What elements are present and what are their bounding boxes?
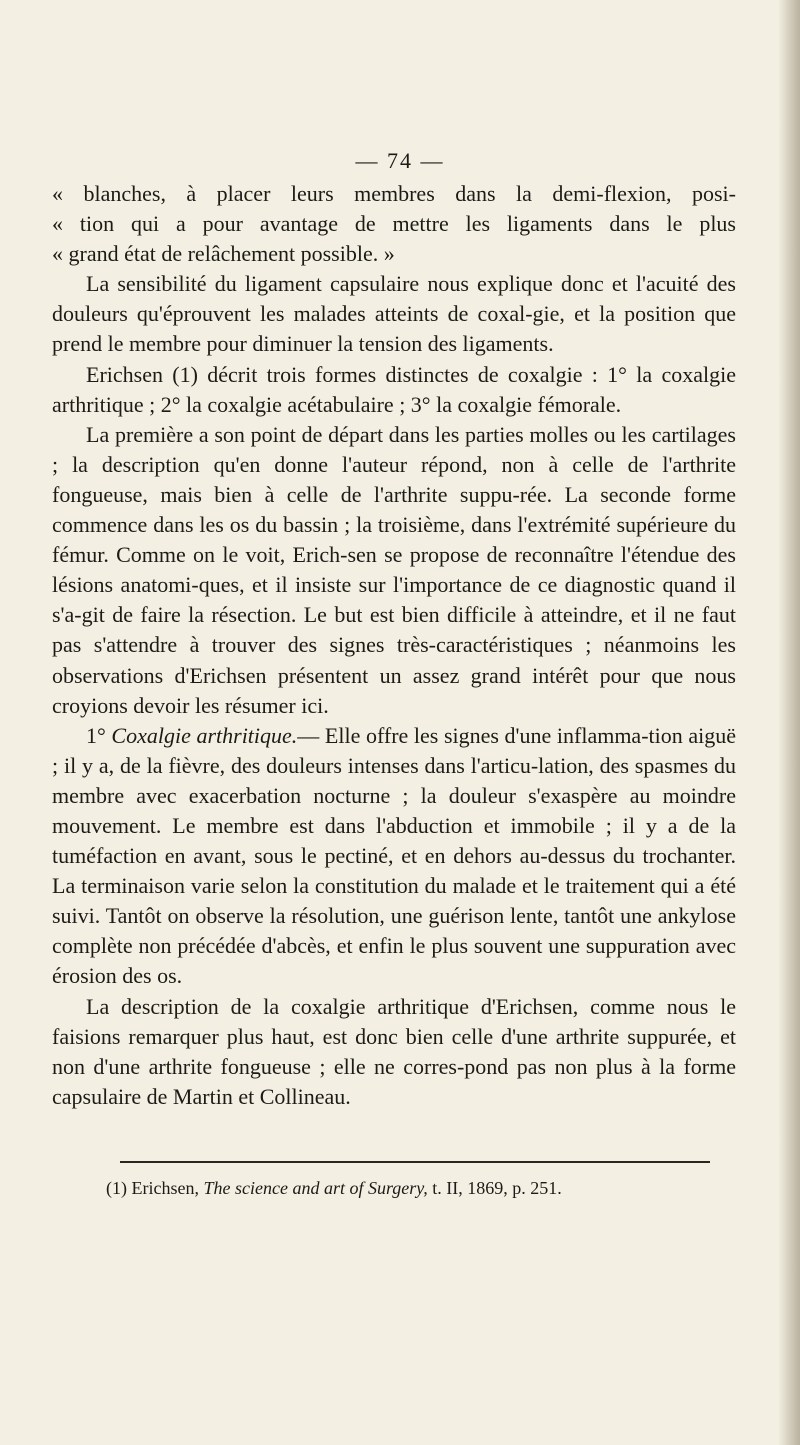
footnote — [106, 1176, 746, 1200]
footnote-author: Erichsen, — [131, 1178, 199, 1198]
section-title: Coxalgie arthritique. — [111, 722, 298, 748]
page-edge-shadow — [778, 0, 800, 1445]
paragraph: Erichsen (1) décrit trois formes distinctes de coxalgie : 1° la coxalgie arthritique ; 2° la coxalgie acétabulaire ; 3° la coxalgie fémorale. — [52, 361, 736, 417]
quote-block — [52, 179, 736, 269]
body-text — [52, 179, 736, 1112]
paragraph: La sensibilité du ligament capsulaire nous explique donc et l'acuité des douleurs qu'éprouvent les malades atteints de coxal-gie, et la position que prend le membre pour diminuer la tension des ligaments. — [52, 271, 736, 357]
paragraph: La première a son point de départ dans les parties molles ou les cartilages ; la description qu'en donne l'auteur répond, non à celle de l'arthrite fongueuse, mais bien à celle de l'arthrite suppu-rée. La seconde forme commence dans les os du bassin ; la troisième, dans l'extrémité supérieure du fémur. Comme on le voit, Erich-sen se propose de reconnaître l'étendue des lésions anatomi-ques, et il insiste sur l'importance de ce diagnostic quand il s'a-git de faire la résection. Le but est bien difficile à atteindre, et il ne faut pas s'attendre à trouver des signes très-caractéristiques ; néanmoins les observations d'Erichsen présentent un assez grand intérêt pour que nous croyions devoir les résumer ici. — [52, 421, 736, 718]
page-number: — 74 — — [355, 148, 445, 173]
footnote-marker: (1) — [106, 1178, 127, 1198]
footnote-reference: t. II, 1869, p. 251. — [432, 1178, 562, 1198]
section-number: 1° — [86, 722, 106, 748]
section-text: — Elle offre les signes d'une inflamma-tion aiguë ; il y a, de la fièvre, des douleurs intenses dans l'articu-lation, des spasmes du membre avec exacerbation nocturne ; la douleur s'exaspère au moindre mouvement. Le membre est dans l'abduction et immobile ; il y a de la tuméfaction en avant, sous le pectiné, et en dehors au-dessus du trochanter. La terminaison varie selon la constitution du malade et le traitement qui a été suivi. Tantôt on observe la résolution, une guérison lente, tantôt une ankylose complète non précédée d'abcès, et enfin le plus souvent une suppuration avec érosion des os. — [52, 722, 736, 989]
section-paragraph — [52, 721, 736, 992]
quote-line: « grand état de relâchement possible. » — [52, 241, 395, 267]
quote-line: « blanches, à placer leurs membres dans la demi-flexion, posi- — [52, 181, 736, 206]
quote-line: « tion qui a pour avantage de mettre les ligaments dans le plus — [52, 211, 736, 237]
footnote-divider — [120, 1161, 710, 1163]
footnote-title: The science and art of Surgery, — [203, 1178, 428, 1198]
paragraph: La description de la coxalgie arthritique d'Erichsen, comme nous le faisions remarquer plus haut, est donc bien celle d'une arthrite suppurée, et non d'une arthrite fongueuse ; elle ne corres-pond pas non plus à la forme capsulaire de Martin et Collineau. — [52, 993, 736, 1109]
